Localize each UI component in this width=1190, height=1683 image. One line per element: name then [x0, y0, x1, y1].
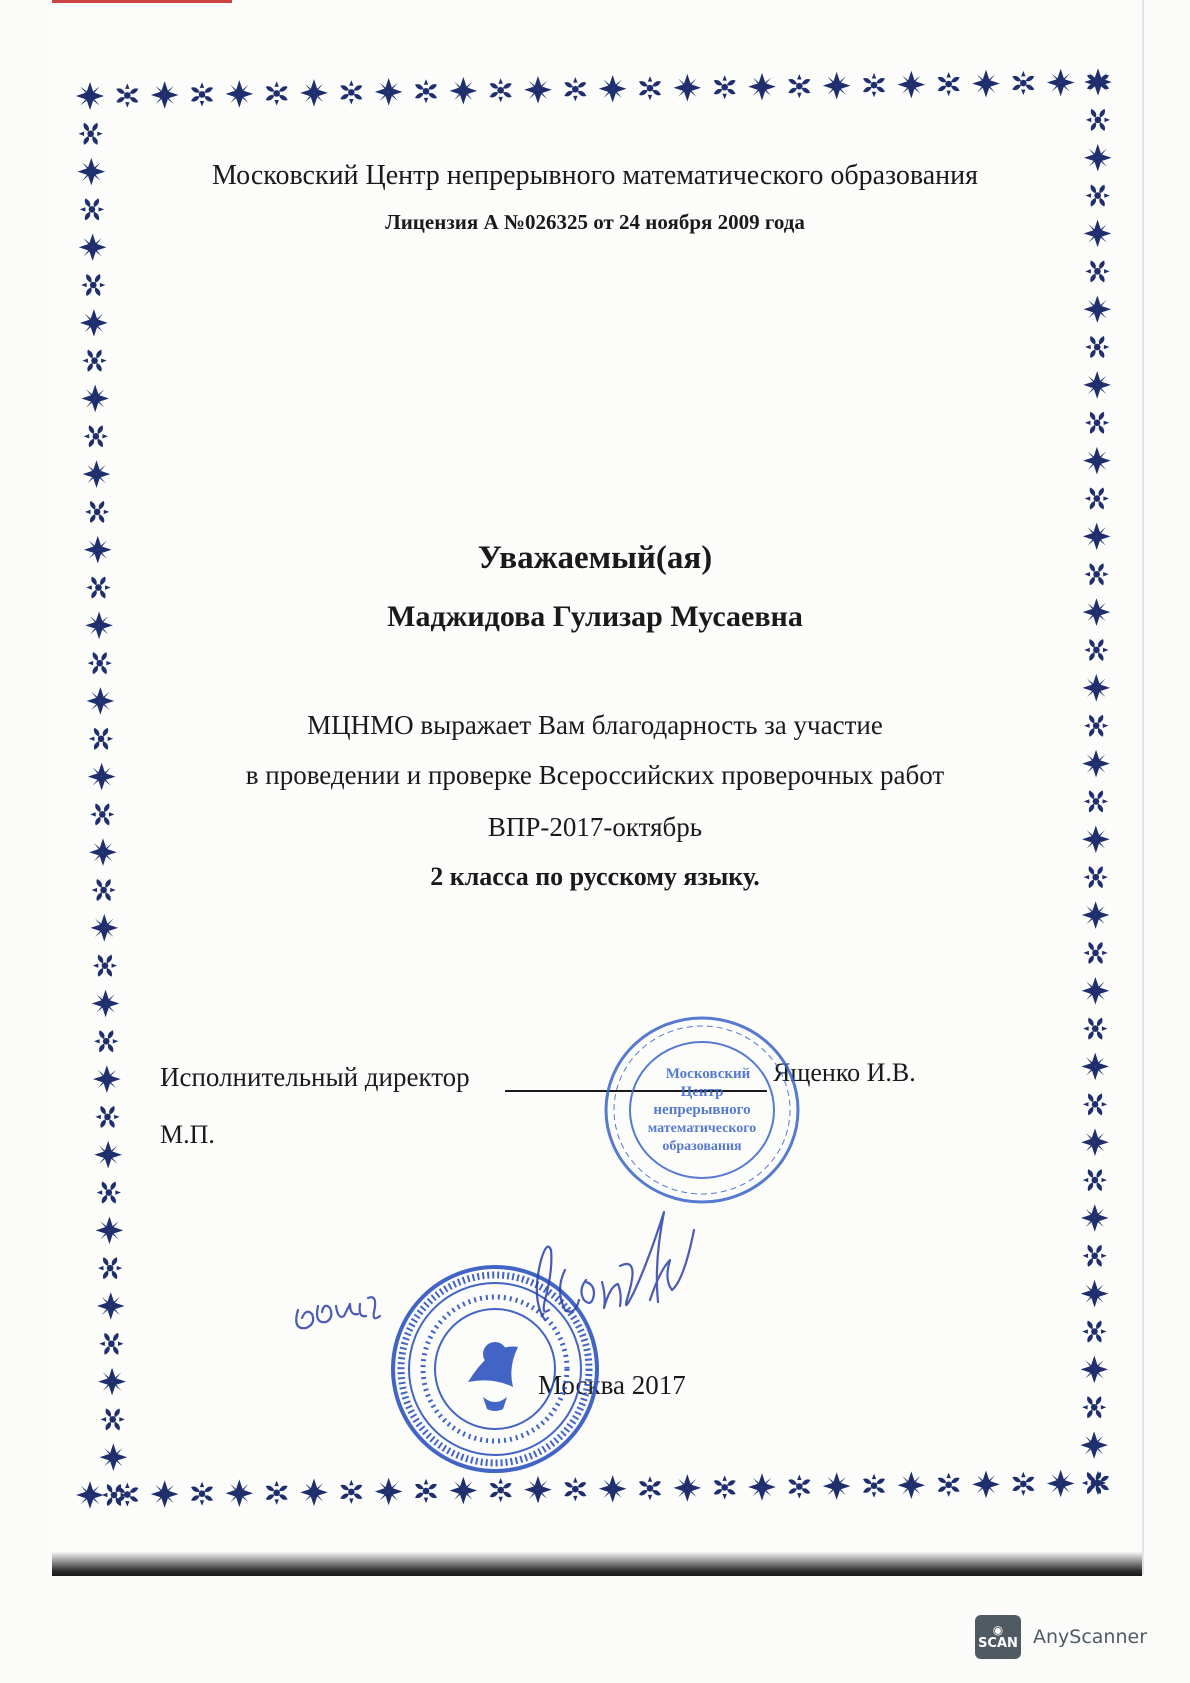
signatures — [290, 1210, 750, 1370]
director-label: Исполнительный директор — [160, 1062, 470, 1092]
paper-bottom-shadow — [52, 1552, 1142, 1576]
exam-subject: 2 класса по русскому языку. — [430, 862, 760, 891]
scanner-icon-label: SCAN — [978, 1636, 1018, 1651]
place-and-year: Москва 2017 — [538, 1370, 686, 1400]
mccme-stamp-line-5: образования — [662, 1139, 742, 1154]
director-name: Ященко И.В. — [773, 1058, 916, 1087]
scanner-logo-icon: ◉ SCAN — [975, 1615, 1021, 1659]
gratitude-line-2: в проведении и проверке Всероссийских проверочных работ — [245, 760, 945, 790]
mccme-stamp-line-2: Центр — [680, 1084, 724, 1100]
license-line: Лицензия А №026325 от 24 ноября 2009 года — [385, 210, 805, 234]
mccme-stamp-line-1: Московский — [665, 1066, 751, 1082]
exam-name: ВПР-2017-октябрь — [487, 812, 703, 842]
mccme-stamp-line-3: непрерывного — [653, 1102, 751, 1118]
seal-place-label: М.П. — [160, 1120, 215, 1149]
organization-title: Московский Центр непрерывного математического образования — [211, 160, 979, 191]
gratitude-line-1: МЦНМО выражает Вам благодарность за участие — [307, 710, 883, 740]
scanner-app-name: AnyScanner — [1033, 1626, 1148, 1648]
mccme-stamp — [600, 1010, 805, 1210]
mccme-stamp-line-4: математического — [647, 1121, 757, 1136]
recipient-name: Маджидова Гулизар Мусаевна — [387, 600, 803, 633]
salutation: Уважаемый(ая) — [477, 540, 713, 576]
scanner-watermark — [975, 1615, 1147, 1659]
